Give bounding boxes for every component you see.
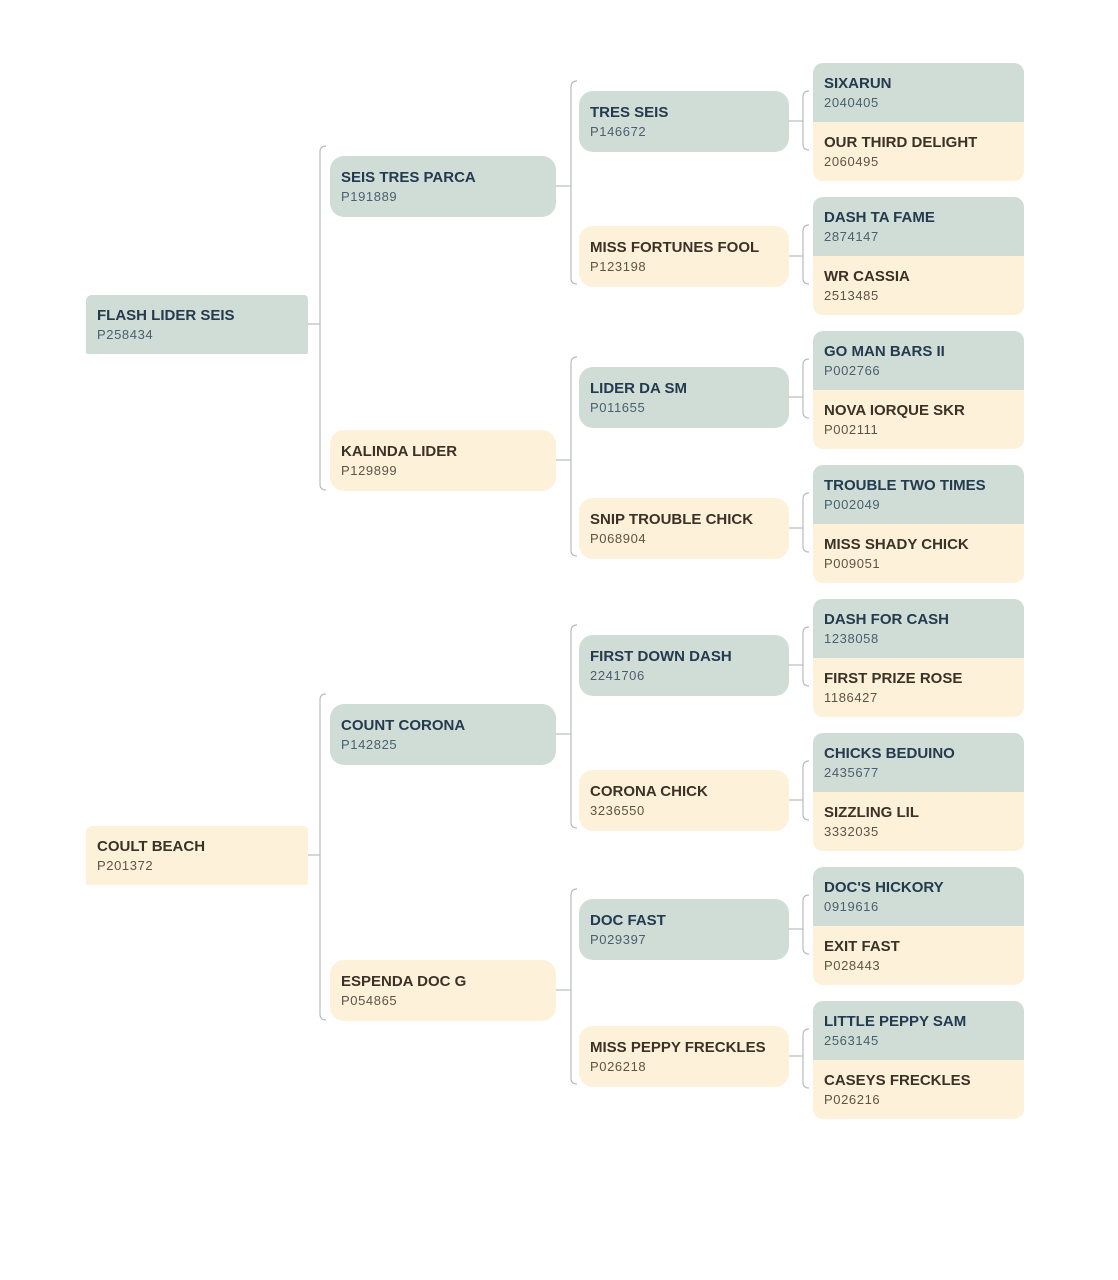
horse-node-gen3[interactable] bbox=[813, 867, 1024, 926]
registration-number: P029397 bbox=[590, 931, 647, 947]
registration-number: P123198 bbox=[590, 258, 647, 274]
horse-node-gen3[interactable] bbox=[813, 1001, 1024, 1060]
horse-node-gen3[interactable] bbox=[813, 733, 1024, 792]
registration-number: 0919616 bbox=[824, 898, 879, 914]
connector-bracket bbox=[803, 359, 809, 418]
registration-number: 2513485 bbox=[824, 287, 879, 303]
registration-number: P002049 bbox=[824, 496, 881, 512]
connector-bracket bbox=[320, 146, 326, 490]
horse-name: MISS SHADY CHICK bbox=[824, 535, 969, 553]
horse-node-gen2[interactable] bbox=[579, 498, 789, 559]
connector-bracket bbox=[803, 895, 809, 954]
registration-number: 2435677 bbox=[824, 764, 879, 780]
registration-number: 2060495 bbox=[824, 153, 879, 169]
registration-number: P201372 bbox=[97, 857, 154, 873]
horse-name: COUNT CORONA bbox=[341, 716, 466, 734]
registration-number: 2241706 bbox=[590, 667, 645, 683]
horse-node-gen3[interactable] bbox=[813, 63, 1024, 122]
connector-bracket bbox=[803, 493, 809, 552]
horse-node-gen3[interactable] bbox=[813, 599, 1024, 658]
horse-name: CASEYS FRECKLES bbox=[824, 1071, 971, 1089]
horse-node-gen2[interactable] bbox=[579, 635, 789, 696]
connector-bracket bbox=[320, 694, 326, 1020]
horse-name: MISS FORTUNES FOOL bbox=[590, 238, 760, 256]
horse-node-gen3[interactable] bbox=[813, 465, 1024, 524]
connector-bracket bbox=[571, 357, 577, 556]
horse-node-gen1[interactable] bbox=[330, 960, 556, 1021]
horse-name: FIRST DOWN DASH bbox=[590, 647, 732, 665]
horse-node-gen1[interactable] bbox=[330, 704, 556, 765]
horse-name: GO MAN BARS II bbox=[824, 342, 945, 360]
registration-number: P009051 bbox=[824, 555, 881, 571]
connector-bracket bbox=[803, 225, 809, 284]
horse-node-gen1[interactable] bbox=[330, 156, 556, 217]
horse-name: CHICKS BEDUINO bbox=[824, 744, 955, 762]
registration-number: 1238058 bbox=[824, 630, 879, 646]
registration-number: P142825 bbox=[341, 736, 398, 752]
horse-node-gen2[interactable] bbox=[579, 770, 789, 831]
horse-name: WR CASSIA bbox=[824, 267, 910, 285]
horse-node-gen3[interactable] bbox=[813, 390, 1024, 449]
horse-name: DASH FOR CASH bbox=[824, 610, 950, 628]
registration-number: P026216 bbox=[824, 1091, 881, 1107]
connector-bracket bbox=[803, 761, 809, 820]
horse-name: FLASH LIDER SEIS bbox=[97, 306, 235, 324]
horse-name: OUR THIRD DELIGHT bbox=[824, 133, 978, 151]
registration-number: P002111 bbox=[824, 421, 879, 437]
registration-number: P258434 bbox=[97, 326, 154, 342]
registration-number: P054865 bbox=[341, 992, 398, 1008]
registration-number: 3332035 bbox=[824, 823, 879, 839]
registration-number: P002766 bbox=[824, 362, 881, 378]
registration-number: 3236550 bbox=[590, 802, 645, 818]
registration-number: 2563145 bbox=[824, 1032, 879, 1048]
horse-node-gen0[interactable] bbox=[86, 295, 308, 354]
connector-bracket bbox=[803, 627, 809, 686]
horse-name: LIDER DA SM bbox=[590, 379, 687, 397]
horse-name: FIRST PRIZE ROSE bbox=[824, 669, 963, 687]
horse-name: ESPENDA DOC G bbox=[341, 972, 467, 990]
horse-name: KALINDA LIDER bbox=[341, 442, 458, 460]
registration-number: P146672 bbox=[590, 123, 647, 139]
horse-name: DASH TA FAME bbox=[824, 208, 935, 226]
horse-node-gen2[interactable] bbox=[579, 226, 789, 287]
registration-number: P011655 bbox=[590, 399, 646, 415]
connector-bracket bbox=[571, 889, 577, 1084]
registration-number: 2874147 bbox=[824, 228, 879, 244]
connector-bracket bbox=[571, 81, 577, 284]
horse-name: DOC FAST bbox=[590, 911, 666, 929]
registration-number: 1186427 bbox=[824, 689, 878, 705]
horse-node-gen3[interactable] bbox=[813, 256, 1024, 315]
horse-node-gen2[interactable] bbox=[579, 367, 789, 428]
connector-bracket bbox=[571, 625, 577, 828]
horse-node-gen3[interactable] bbox=[813, 197, 1024, 256]
horse-name: MISS PEPPY FRECKLES bbox=[590, 1038, 766, 1056]
horse-node-gen3[interactable] bbox=[813, 792, 1024, 851]
horse-name: LITTLE PEPPY SAM bbox=[824, 1012, 967, 1030]
horse-node-gen2[interactable] bbox=[579, 1026, 789, 1087]
registration-number: 2040405 bbox=[824, 94, 879, 110]
horse-node-gen3[interactable] bbox=[813, 658, 1024, 717]
horse-node-gen3[interactable] bbox=[813, 926, 1024, 985]
horse-name: TROUBLE TWO TIMES bbox=[824, 476, 986, 494]
registration-number: P026218 bbox=[590, 1058, 647, 1074]
registration-number: P191889 bbox=[341, 188, 398, 204]
horse-name: DOC'S HICKORY bbox=[824, 878, 944, 896]
registration-number: P129899 bbox=[341, 462, 398, 478]
horse-name: EXIT FAST bbox=[824, 937, 900, 955]
horse-node-gen3[interactable] bbox=[813, 524, 1024, 583]
horse-name: CORONA CHICK bbox=[590, 782, 708, 800]
horse-name: SIZZLING LIL bbox=[824, 803, 919, 821]
horse-name: NOVA IORQUE SKR bbox=[824, 401, 965, 419]
registration-number: P068904 bbox=[590, 530, 647, 546]
horse-name: SIXARUN bbox=[824, 74, 892, 92]
horse-node-gen3[interactable] bbox=[813, 122, 1024, 181]
horse-name: TRES SEIS bbox=[590, 103, 669, 121]
horse-node-gen3[interactable] bbox=[813, 331, 1024, 390]
horse-node-gen2[interactable] bbox=[579, 899, 789, 960]
horse-node-gen2[interactable] bbox=[579, 91, 789, 152]
horse-name: SNIP TROUBLE CHICK bbox=[590, 510, 754, 528]
connector-bracket bbox=[803, 1029, 809, 1088]
horse-name: SEIS TRES PARCA bbox=[341, 168, 476, 186]
registration-number: P028443 bbox=[824, 957, 881, 973]
connector-bracket bbox=[803, 91, 809, 150]
horse-name: COULT BEACH bbox=[97, 837, 206, 855]
horse-node-gen3[interactable] bbox=[813, 1060, 1024, 1119]
horse-node-gen0[interactable] bbox=[86, 826, 308, 885]
horse-node-gen1[interactable] bbox=[330, 430, 556, 491]
